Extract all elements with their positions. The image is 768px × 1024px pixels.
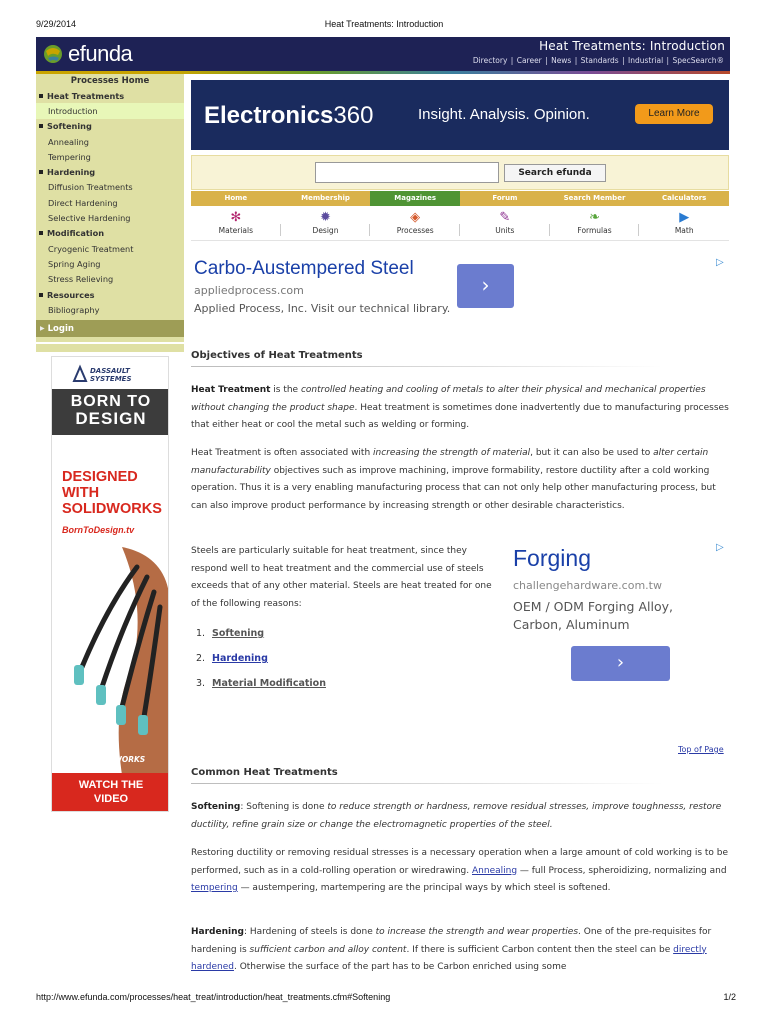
header-link-news[interactable]: News: [551, 56, 572, 65]
list-item: 1. Softening: [196, 628, 326, 653]
carbo-austempered-ad[interactable]: [191, 256, 729, 318]
sidebar-item-label: Stress Relieving: [48, 274, 114, 285]
heading-rule: [191, 783, 663, 784]
units-icon: ✎: [499, 210, 511, 225]
forging-ad-url: challengehardware.com.tw: [513, 579, 662, 592]
sidebar-item-label: Resources: [47, 289, 95, 300]
nav-membership[interactable]: Membership: [301, 194, 350, 202]
sidebar-processes-home[interactable]: Processes Home: [70, 76, 150, 86]
header-link-standards[interactable]: Standards: [580, 56, 619, 65]
header-link-specsearch[interactable]: SpecSearch®: [672, 56, 724, 65]
paragraph-association: Heat Treatment is often associated with increasing the strength of material, but it can also be used to alter certain manufacturability objectives such as improve machining, improve formability, restore ductility after a cold working operation. Thus it is a very enabling manufacturing process that can not only help other manufacturing process, but can also improve product performance by increasing strength or other desirable characteristics.: [191, 448, 716, 511]
sidebar-item-cryogenic-treatment[interactable]: [36, 241, 184, 256]
category-math[interactable]: ▶ Math: [639, 208, 729, 240]
print-date: 9/29/2014: [36, 19, 77, 29]
search-area: [191, 155, 729, 190]
bullet-icon: [39, 124, 43, 128]
paragraph-softening: Softening: Softening is done to reduce strength or hardness, remove residual stresses, improve toughnesss, restore ductility, refine grain size or change the electromagnetic properties of the steel.: [191, 802, 722, 830]
category-materials[interactable]: ✻ Materials: [191, 208, 281, 240]
reasons-list: [196, 628, 326, 703]
print-header: [0, 19, 768, 33]
sidebar-item-label: Heat Treatments: [47, 90, 125, 101]
header-link-career[interactable]: Career: [516, 56, 542, 65]
sidebar-item-modification[interactable]: [36, 226, 184, 241]
forging-ad-headline[interactable]: Forging: [513, 545, 591, 571]
heading-rule: [191, 366, 663, 367]
watch-video-button[interactable]: WATCH THE VIDEO: [52, 773, 169, 811]
electronics360-banner[interactable]: [191, 80, 729, 150]
hardening-link[interactable]: Hardening: [212, 653, 268, 664]
logo-text: efunda: [68, 41, 133, 66]
sidebar-item-label: Selective Hardening: [48, 213, 131, 224]
header-link-industrial[interactable]: Industrial: [627, 56, 664, 65]
paragraph-ductility: Restoring ductility or removing residual stresses is a necessary operation when a large amount of cold working is to be performed, such as in a cold-rolling operation or wiredrawing. Annealing — full Process, spheroidizing, normalizing and tempering — austempering, martempering are the principal ways by which steel is softened.: [191, 848, 729, 893]
ad-url: appliedprocess.com: [194, 284, 304, 297]
adchoices-icon[interactable]: ▷: [716, 542, 724, 553]
search-input[interactable]: [315, 162, 499, 183]
top-of-page-link[interactable]: Top of Page: [678, 745, 724, 754]
header-links: Directory | Career | News | Standards | Industrial | SpecSearch®: [472, 56, 724, 65]
sidebar-item-label: Bibliography: [48, 304, 100, 315]
triangle-right-icon: ▶: [40, 325, 45, 332]
sidebar-item-diffusion-treatments[interactable]: [36, 180, 184, 195]
common-heading: Common Heat Treatments: [191, 767, 338, 778]
solidworks-ad[interactable]: [51, 356, 169, 812]
sidebar-item-label: Softening: [47, 121, 92, 132]
sidebar-item-heat-treatments[interactable]: [36, 88, 184, 103]
category-formulas[interactable]: ❧ Formulas: [550, 208, 640, 240]
learn-more-button[interactable]: Learn More: [635, 104, 713, 124]
materials-icon: ✻: [230, 210, 242, 225]
sidebar-item-selective-hardening[interactable]: [36, 210, 184, 225]
sidebar-item-label: Cryogenic Treatment: [48, 243, 134, 254]
header-link-directory[interactable]: Directory: [472, 56, 508, 65]
banner-tagline: Insight. Analysis. Opinion.: [418, 106, 590, 123]
material-modification-link[interactable]: Material Modification: [212, 678, 326, 689]
print-footer: [0, 992, 768, 1006]
category-design[interactable]: ✹ Design: [281, 208, 371, 240]
sidebar-item-annealing[interactable]: [36, 134, 184, 149]
sidebar-item-label: Hardening: [47, 167, 96, 178]
ad-headline[interactable]: Carbo-Austempered Steel: [194, 258, 414, 279]
forging-ad-arrow-button[interactable]: ›: [571, 646, 670, 681]
category-units[interactable]: ✎ Units: [460, 208, 550, 240]
forging-ad[interactable]: [505, 542, 731, 687]
print-title: Heat Treatments: Introduction: [324, 19, 444, 29]
category-processes[interactable]: ◈ Processes: [370, 208, 460, 240]
sidebar-item-tempering[interactable]: [36, 149, 184, 164]
nav-forum[interactable]: Forum: [492, 194, 518, 202]
directly-hardened-link[interactable]: directly hardened: [191, 944, 707, 972]
electronics360-logo: Electronics360: [204, 102, 374, 129]
born-to-design-block: [52, 389, 169, 435]
sidebar-nav: [36, 74, 184, 342]
nav-magazines[interactable]: Magazines: [370, 191, 460, 206]
paragraph-hardening: Hardening: Hardening of steels is done to increase the strength and wear properties. One of the pre-requisites for hardening is sufficient carbon and alloy content. If there is sufficient Carbon content then the steel can be directly hardened. Otherwise the surface of the part has to be Carbon enriched using some: [191, 927, 712, 972]
annealing-link[interactable]: Annealing: [472, 865, 518, 876]
sidebar-item-direct-hardening[interactable]: [36, 195, 184, 210]
sidebar-item-introduction[interactable]: [36, 103, 184, 118]
design-text: DESIGN: [75, 409, 147, 428]
print-url: http://www.efunda.com/processes/heat_treat/introduction/heat_treatments.cfm#Softening: [36, 992, 391, 1002]
solidworks-logo: SOLIDWORKS: [88, 755, 146, 764]
bullet-icon: [39, 94, 43, 98]
paragraph-steels: Steels are particularly suitable for heat treatment, since they respond well to heat treatment and the commercial use of steels exceeds that of any other material. Steels are heat treated for one of the following reasons:: [191, 546, 492, 609]
sidebar-item-label: Introduction: [48, 105, 98, 116]
login-button[interactable]: [36, 320, 184, 337]
adchoices-icon[interactable]: ▷: [716, 257, 724, 268]
sidebar-item-stress-relieving[interactable]: [36, 272, 184, 287]
formulas-leaf-icon: ❧: [589, 210, 600, 225]
born-to-text: BORN TO: [70, 393, 152, 410]
print-page-number: 1/2: [723, 992, 736, 1002]
designed-with-solidworks: DESIGNED WITH SOLIDWORKS: [62, 469, 162, 517]
sidebar-item-label: Diffusion Treatments: [48, 182, 133, 193]
sidebar-item-label: Modification: [47, 228, 105, 239]
nav-search-member[interactable]: Search Member: [563, 194, 626, 202]
sidebar-item-resources[interactable]: [36, 287, 184, 302]
tempering-link[interactable]: tempering: [191, 883, 238, 893]
design-gear-icon: ✹: [320, 210, 331, 225]
borntodesign-url: BornToDesign.tv: [62, 525, 135, 535]
globe-logo-icon: [42, 43, 64, 65]
dassault-brand: DASSAULT SYSTEMES: [90, 367, 132, 383]
sidebar-item-softening[interactable]: [36, 119, 184, 134]
list-item: 3. Material Modification: [196, 678, 326, 703]
robot-hand-image: [52, 547, 169, 775]
sidebar-item-hardening[interactable]: [36, 164, 184, 179]
ad-description: Applied Process, Inc. Visit our technical library.: [194, 302, 451, 315]
ad-arrow-button[interactable]: ›: [457, 264, 514, 308]
bullet-icon: [39, 170, 43, 174]
login-label: Login: [47, 323, 74, 334]
nav-home[interactable]: Home: [224, 194, 248, 202]
sidebar-item-bibliography[interactable]: [36, 302, 184, 317]
sidebar-item-label: Tempering: [48, 151, 91, 162]
efunda-logo[interactable]: [42, 40, 132, 68]
paragraph-definition: Heat Treatment is the controlled heating and cooling of metals to alter their physical and mechanical properties without changing the product shape. Heat treatment is sometimes done inadvertently due to manufacturing processes that either heat or cool the metal such as welding or forming.: [191, 385, 729, 430]
list-item: 2. Hardening: [196, 653, 326, 678]
objectives-heading: Objectives of Heat Treatments: [191, 350, 363, 361]
processes-icon: ◈: [410, 210, 421, 225]
site-header: [36, 37, 730, 71]
search-efunda-button[interactable]: Search efunda: [504, 164, 606, 182]
math-play-icon: ▶: [679, 210, 690, 225]
header-page-title: Heat Treatments: Introduction: [539, 39, 725, 53]
sidebar-item-label: Annealing: [48, 136, 89, 147]
main-navbar: [191, 191, 729, 206]
sidebar-item-spring-aging[interactable]: [36, 256, 184, 271]
bullet-icon: [39, 231, 43, 235]
forging-ad-description: OEM / ODM Forging Alloy, Carbon, Aluminum: [513, 599, 673, 632]
category-iconbar: [191, 208, 729, 241]
nav-calculators[interactable]: Calculators: [662, 194, 707, 202]
sidebar-footer: [36, 344, 184, 352]
sidebar-item-label: Direct Hardening: [48, 197, 118, 208]
softening-link[interactable]: Softening: [212, 628, 265, 639]
sidebar-item-label: Spring Aging: [48, 258, 101, 269]
bullet-icon: [39, 293, 43, 297]
